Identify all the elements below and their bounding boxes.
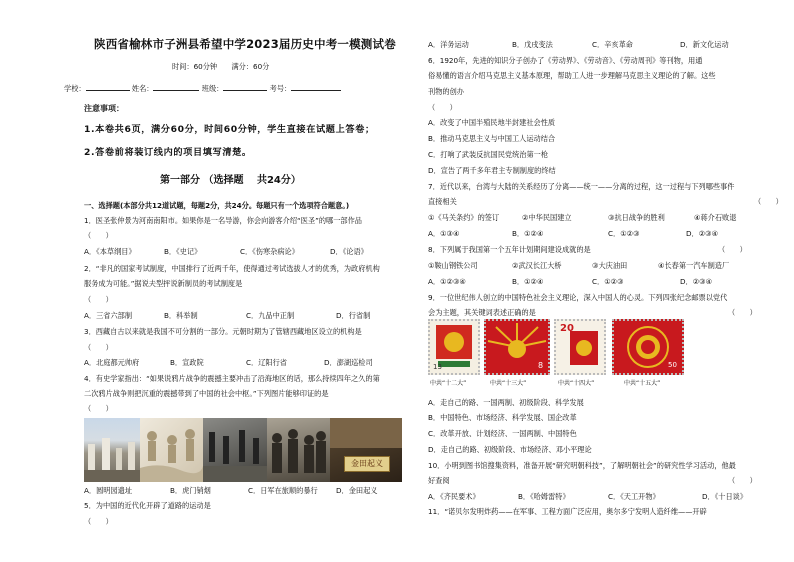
q6-paren: （ ） <box>428 103 457 112</box>
q7-option-b[interactable]: B．①②④ <box>512 229 544 238</box>
stamp-3-denomination: 20 <box>560 323 574 334</box>
q7-option-a[interactable]: A．①③④ <box>428 229 460 238</box>
q1-option-c[interactable]: C．《伤寒杂病论》 <box>240 247 299 256</box>
q2-paren: （ ） <box>84 295 113 304</box>
exam-number-label: 考号： <box>269 84 292 93</box>
ruins-drawing <box>84 418 140 482</box>
q3-option-d[interactable]: D．澎湖巡检司 <box>324 358 373 367</box>
school-label: 学校： <box>64 84 86 93</box>
q8-item-3: ③大庆油田 <box>592 261 628 270</box>
notice-item-1: 1.本卷共6页，满分60分，时间60分钟，学生直接在试题上答卷； <box>84 124 375 135</box>
notice-item-2: 2.答卷前将装订线内的项目填写清楚。 <box>84 147 252 158</box>
q5-option-a[interactable]: A．洋务运动 <box>428 40 469 49</box>
q4-stem-line-2: 二次鸦片战争则把沉重的震撼带到了中国的社会中枢。”下列图片能够印证的是 <box>84 389 329 398</box>
q10-option-d[interactable]: D．《十日谈》 <box>702 492 748 501</box>
q1-paren: （ ） <box>84 231 113 240</box>
q7-event-3: ③抗日战争的胜利 <box>608 213 665 222</box>
q9-option-a[interactable]: A．走自己的路、一国两制、初级阶段、科学发展 <box>428 398 584 407</box>
q4-paren: （ ） <box>84 404 113 413</box>
q7-event-2: ②中华民国建立 <box>522 213 572 222</box>
q3-option-b[interactable]: B．宣政院 <box>170 358 204 367</box>
name-blank[interactable] <box>153 83 199 91</box>
q9-stem-line-2: 会为主题，其关键词表述正确的是 <box>428 308 536 317</box>
stamp-2-denomination: 8 <box>538 361 544 370</box>
q6-option-b[interactable]: B．推动马克思主义与中国工人运动结合 <box>428 134 556 143</box>
q5-paren: （ ） <box>84 517 113 526</box>
q10-stem-line-2: 好查阅 <box>428 476 450 485</box>
q5-stem: 5．为中国的近代化开辟了道路的运动是 <box>84 501 211 510</box>
class-label: 班级： <box>201 84 224 93</box>
q1-option-b[interactable]: B．《史记》 <box>164 247 202 256</box>
q2-option-b[interactable]: B．科举制 <box>164 311 198 320</box>
section-instruction: 一、选择题(本部分共12道试题，每题2分，共24分。每题只有一个选项符合题意。) <box>84 201 350 210</box>
q8-item-4: ④长春第一汽车制造厂 <box>658 261 730 270</box>
part-one-title: 第一部分 （选择题 共24分） <box>160 175 301 186</box>
q3-stem: 3．西藏自古以来就是我国不可分割的一部分。元朝时期为了管辖西藏地区设立的机构是 <box>84 327 362 336</box>
stamp-caption-2: 中共“十三大” <box>490 380 527 387</box>
q6-option-c[interactable]: C．打响了武装反抗国民党统治第一枪 <box>428 150 549 159</box>
q4-option-b[interactable]: B．虎门销烟 <box>170 486 211 495</box>
q8-option-d[interactable]: D．②③④ <box>680 277 713 286</box>
q1-option-a[interactable]: A．《本草纲目》 <box>84 247 136 256</box>
q4-option-d[interactable]: D．金田起义 <box>336 486 378 495</box>
q6-option-a[interactable]: A．改变了中国半殖民地半封建社会性质 <box>428 118 556 127</box>
jintian-plaque: 金田起义 <box>344 456 390 472</box>
photo-lushun-massacre <box>203 418 267 482</box>
q11-stem: 11．“诺贝尔发明炸药——在军事、工程方面广泛应用，奥尔多宁发明人造纤维——开辟 <box>428 507 707 516</box>
q6-option-d[interactable]: D．宣告了两千多年君主专制制度的终结 <box>428 166 556 175</box>
exam-number-blank[interactable] <box>291 83 341 91</box>
q7-option-c[interactable]: C．①②③ <box>608 229 640 238</box>
q7-event-1: ①《马关条约》的签订 <box>428 213 500 222</box>
stamp-13th-congress <box>484 319 550 375</box>
student-info-line <box>64 83 341 93</box>
q2-stem-line-2: 服务成为可能。”据说夫型抨说新制员的考试制度是 <box>84 279 243 288</box>
q6-stem-line-1: 6．1920年，先进的知识分子创办了《劳动界》、《劳动音》、《劳动周刊》等刊物，用通 <box>428 56 703 65</box>
time-score-line: 时间：60分钟 满分：60分 <box>172 62 270 71</box>
q5-option-c[interactable]: C．辛亥革命 <box>592 40 633 49</box>
q7-event-4: ④蒋介石败退 <box>694 213 737 222</box>
stamp-12th-congress <box>428 319 480 375</box>
q4-option-c[interactable]: C．日军在旅顺的暴行 <box>248 486 318 495</box>
q8-item-2: ②武汉长江大桥 <box>512 261 562 270</box>
q10-stem-line-1: 10．小明到图书馆搜集资料，准备开展“研究明朝科技”，了解明朝社会”的研究性学习活动，他最 <box>428 461 736 470</box>
q8-option-c[interactable]: C．①②③ <box>592 277 624 286</box>
q6-stem-line-2: 俗易懂的语言介绍马克思主义基本原理，帮助工人进一步理解马克思主义理论的了解。这些 <box>428 71 716 80</box>
q2-stem-line-1: 2．“非凡的国家考试制度，中国排行了近两千年，使得通过考试选拔人才的优秀，为政府机构 <box>84 264 380 273</box>
q8-option-a[interactable]: A．①②③④ <box>428 277 466 286</box>
q8-item-1: ①鞍山钢铁公司 <box>428 261 478 270</box>
school-blank[interactable] <box>86 83 130 91</box>
q7-option-d[interactable]: D．②③④ <box>686 229 719 238</box>
q9-paren: （ ） <box>728 308 757 317</box>
q5-option-d[interactable]: D．新文化运动 <box>680 40 729 49</box>
q3-paren: （ ） <box>84 343 113 352</box>
q9-option-d[interactable]: D．走自己的路、初级阶段、市场经济、邓小平理论 <box>428 445 592 454</box>
notice-heading: 注意事项： <box>84 104 124 113</box>
stamp-caption-3: 中共“十四大” <box>558 380 595 387</box>
photo-yuanmingyuan-ruins <box>84 418 140 482</box>
q5-option-b[interactable]: B．戊戌变法 <box>512 40 553 49</box>
q9-option-c[interactable]: C．改革开放、计划经济、一国两制、中国特色 <box>428 429 577 438</box>
plaque-drawing <box>330 418 402 482</box>
class-blank[interactable] <box>223 83 267 91</box>
photo-jintian-uprising <box>330 418 402 482</box>
page-title: 陕西省榆林市子洲县希望中学2023届历史中考一模测试卷 <box>94 37 396 51</box>
q4-option-a[interactable]: A．圆明园遗址 <box>84 486 133 495</box>
q1-option-d[interactable]: D．《论语》 <box>330 247 368 256</box>
q8-option-b[interactable]: B．①②④ <box>512 277 544 286</box>
q10-option-c[interactable]: C．《天工开物》 <box>608 492 660 501</box>
q3-option-a[interactable]: A．北庭都元帅府 <box>84 358 140 367</box>
stamp-14th-congress <box>554 319 606 375</box>
q10-option-a[interactable]: A．《齐民要术》 <box>428 492 480 501</box>
q9-stem-line-1: 9．一位世纪伟人创立的中国特色社会主义理论，深入中国人的心灵。下列四张纪念邮票以党代 <box>428 293 728 302</box>
photo-humen-opium-burning <box>140 418 203 482</box>
stamp-15th-congress <box>612 319 684 375</box>
q2-option-c[interactable]: C．九品中正制 <box>246 311 295 320</box>
q9-option-b[interactable]: B．中国特色、市场经济、科学发展、国企改革 <box>428 413 577 422</box>
stamp-1-denomination: 13 <box>433 363 442 371</box>
q7-stem-line-2: 直接相关 <box>428 197 457 206</box>
q2-option-a[interactable]: A．三省六部制 <box>84 311 133 320</box>
q1-stem: 1．医圣张仲景为河南南阳市。如果你是一名导游，你会向游客介绍“医圣”的哪一部作品 <box>84 216 362 225</box>
stamp-4-denomination: 50 <box>668 361 677 369</box>
q3-option-c[interactable]: C．辽阳行省 <box>246 358 287 367</box>
q2-option-d[interactable]: D．行省制 <box>336 311 371 320</box>
q4-stem-line-1: 4．有史学家指出：“如果说鸦片战争的震撼主要冲击了沿海地区的话，那么持续四年之久的第 <box>84 374 380 383</box>
q6-stem-line-3: 刊物的创办 <box>428 87 464 96</box>
crowd-drawing <box>267 418 330 482</box>
photo-historical-crowd <box>267 418 330 482</box>
q8-paren: （ ） <box>718 245 747 254</box>
stamp-caption-1: 中共“十二大” <box>430 380 467 387</box>
q10-paren: （ ） <box>728 476 757 485</box>
stamp-caption-4: 中共“十五大” <box>624 380 661 387</box>
scene-drawing <box>203 418 267 482</box>
right-column <box>418 0 794 562</box>
q8-stem: 8．下列属于我国第一个五年计划期间建设成就的是 <box>428 245 591 254</box>
name-label: 姓名： <box>131 84 154 93</box>
relief-drawing <box>140 418 203 482</box>
q10-option-b[interactable]: B．《哈姆雷特》 <box>518 492 570 501</box>
q7-paren: （ ） <box>754 197 783 206</box>
q7-stem-line-1: 7．近代以来，台湾与大陆的关系经历了分离——统一——分离的过程，这一过程与下列哪些事件 <box>428 182 735 191</box>
